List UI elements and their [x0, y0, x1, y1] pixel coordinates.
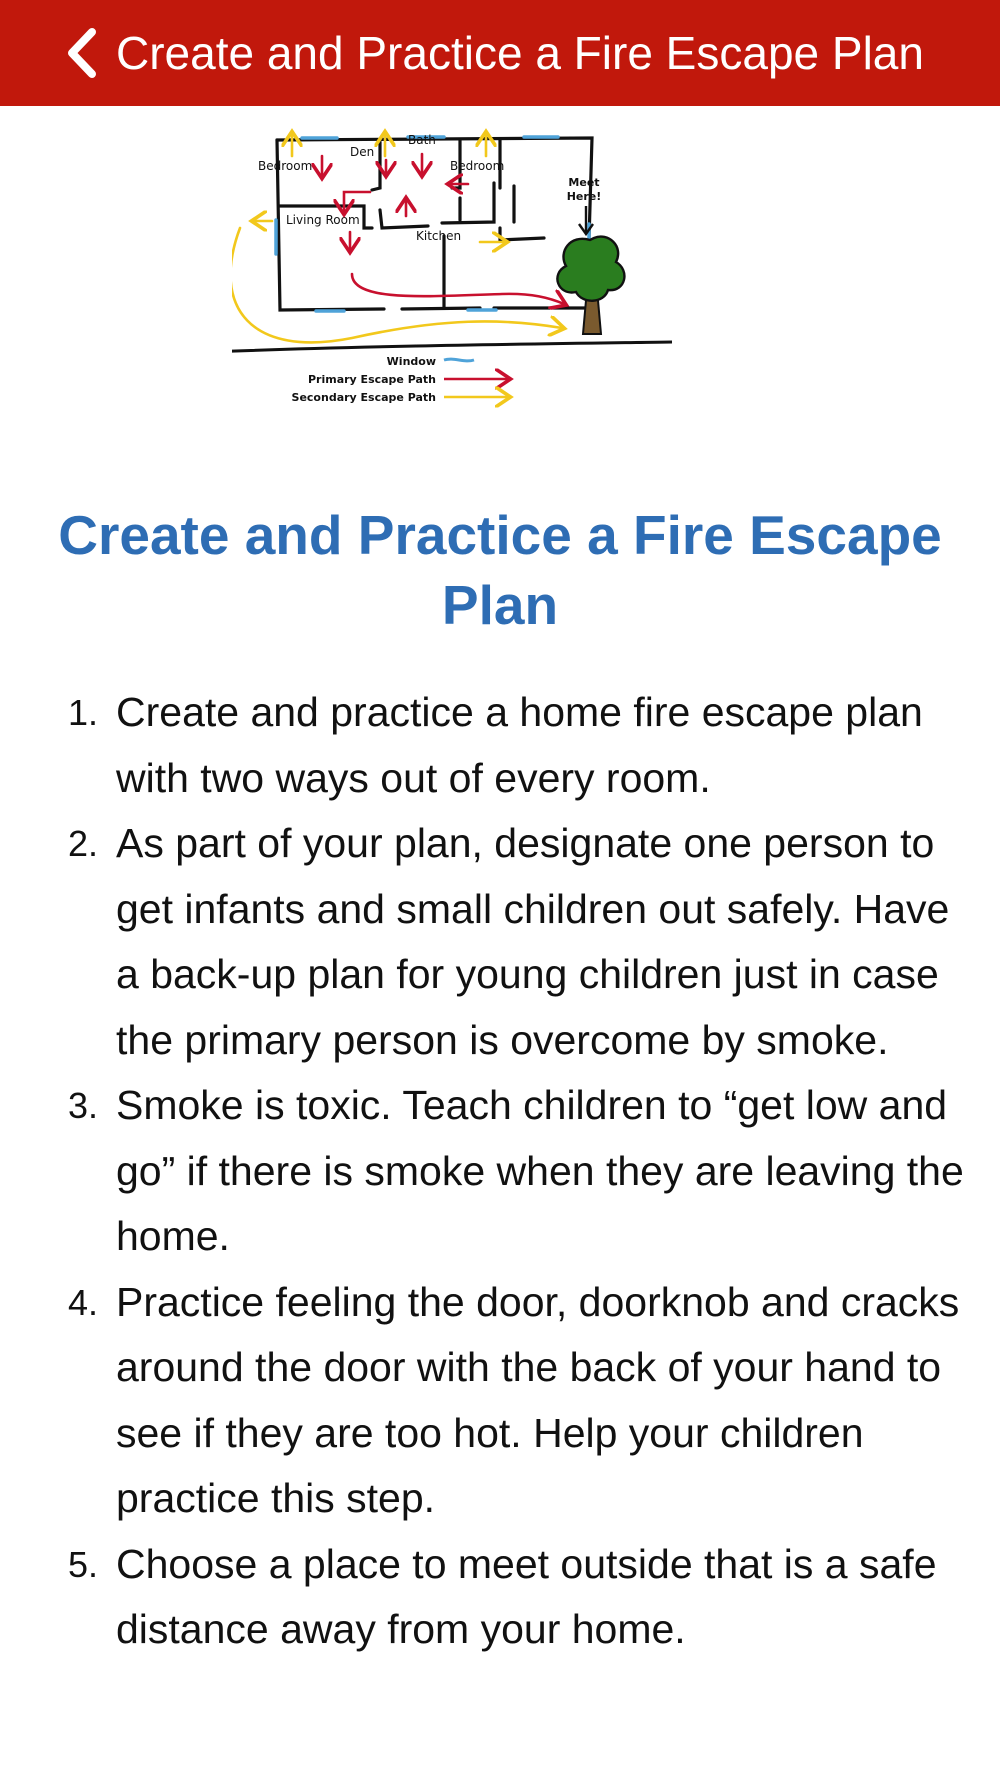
list-item: [0, 1270, 1000, 1532]
legend-secondary-label: Secondary Escape Path: [291, 391, 436, 404]
step-text: Practice feeling the door, doorknob and cracks around the door with the back of your hand to see if they are too hot. Help your children practice this step.: [116, 1278, 960, 1521]
meet-here-label-line1: Meet: [568, 176, 600, 189]
room-label-kitchen: Kitchen: [416, 229, 462, 243]
navigation-bar: [0, 0, 1000, 106]
step-text: As part of your plan, designate one person to get infants and small children out safely. Have a back-up plan for young children just in case the primary person is overcome by smoke.: [116, 820, 950, 1063]
step-number: 4.: [67, 1281, 98, 1323]
escape-steps-list: [0, 680, 1000, 1663]
legend-window-label: Window: [386, 355, 436, 368]
nav-title: Create and Practice a Fire Escape Plan: [116, 27, 924, 79]
room-label-bedroom-right: Bedroom: [450, 159, 505, 173]
step-number: 5.: [67, 1543, 98, 1585]
meet-here-label-line2: Here!: [566, 190, 602, 203]
step-text: Smoke is toxic. Teach children to “get low and go” if there is smoke when they are leaving the home.: [116, 1082, 964, 1259]
step-number: 1.: [67, 692, 98, 733]
step-number: 3.: [67, 1085, 98, 1126]
chevron-left-icon: [64, 28, 98, 78]
floor-plan-illustration: [232, 128, 772, 458]
list-item: [0, 1073, 1000, 1270]
room-label-bath: Bath: [408, 133, 436, 147]
legend-primary-label: Primary Escape Path: [307, 373, 436, 386]
ground-line: [232, 342, 672, 352]
tree-icon: [557, 237, 624, 334]
step-text: Choose a place to meet outside that is a safe distance away from your home.: [116, 1540, 937, 1652]
step-text: Create and practice a home fire escape plan with two ways out of every room.: [116, 689, 923, 801]
list-item: [0, 680, 1000, 811]
step-number: 2.: [67, 823, 98, 864]
room-label-bedroom-left: Bedroom: [258, 159, 313, 173]
legend-window-swatch: [444, 359, 474, 361]
list-item: [0, 811, 1000, 1073]
room-label-living-room: Living Room: [286, 213, 360, 227]
article-heading: Create and Practice a Fire Escape Plan: [58, 504, 942, 636]
list-item: [0, 1532, 1000, 1663]
room-label-den: Den: [350, 145, 375, 159]
back-button[interactable]: [52, 24, 110, 82]
diagram-legend: [292, 355, 508, 404]
fire-escape-diagram: [232, 128, 772, 458]
